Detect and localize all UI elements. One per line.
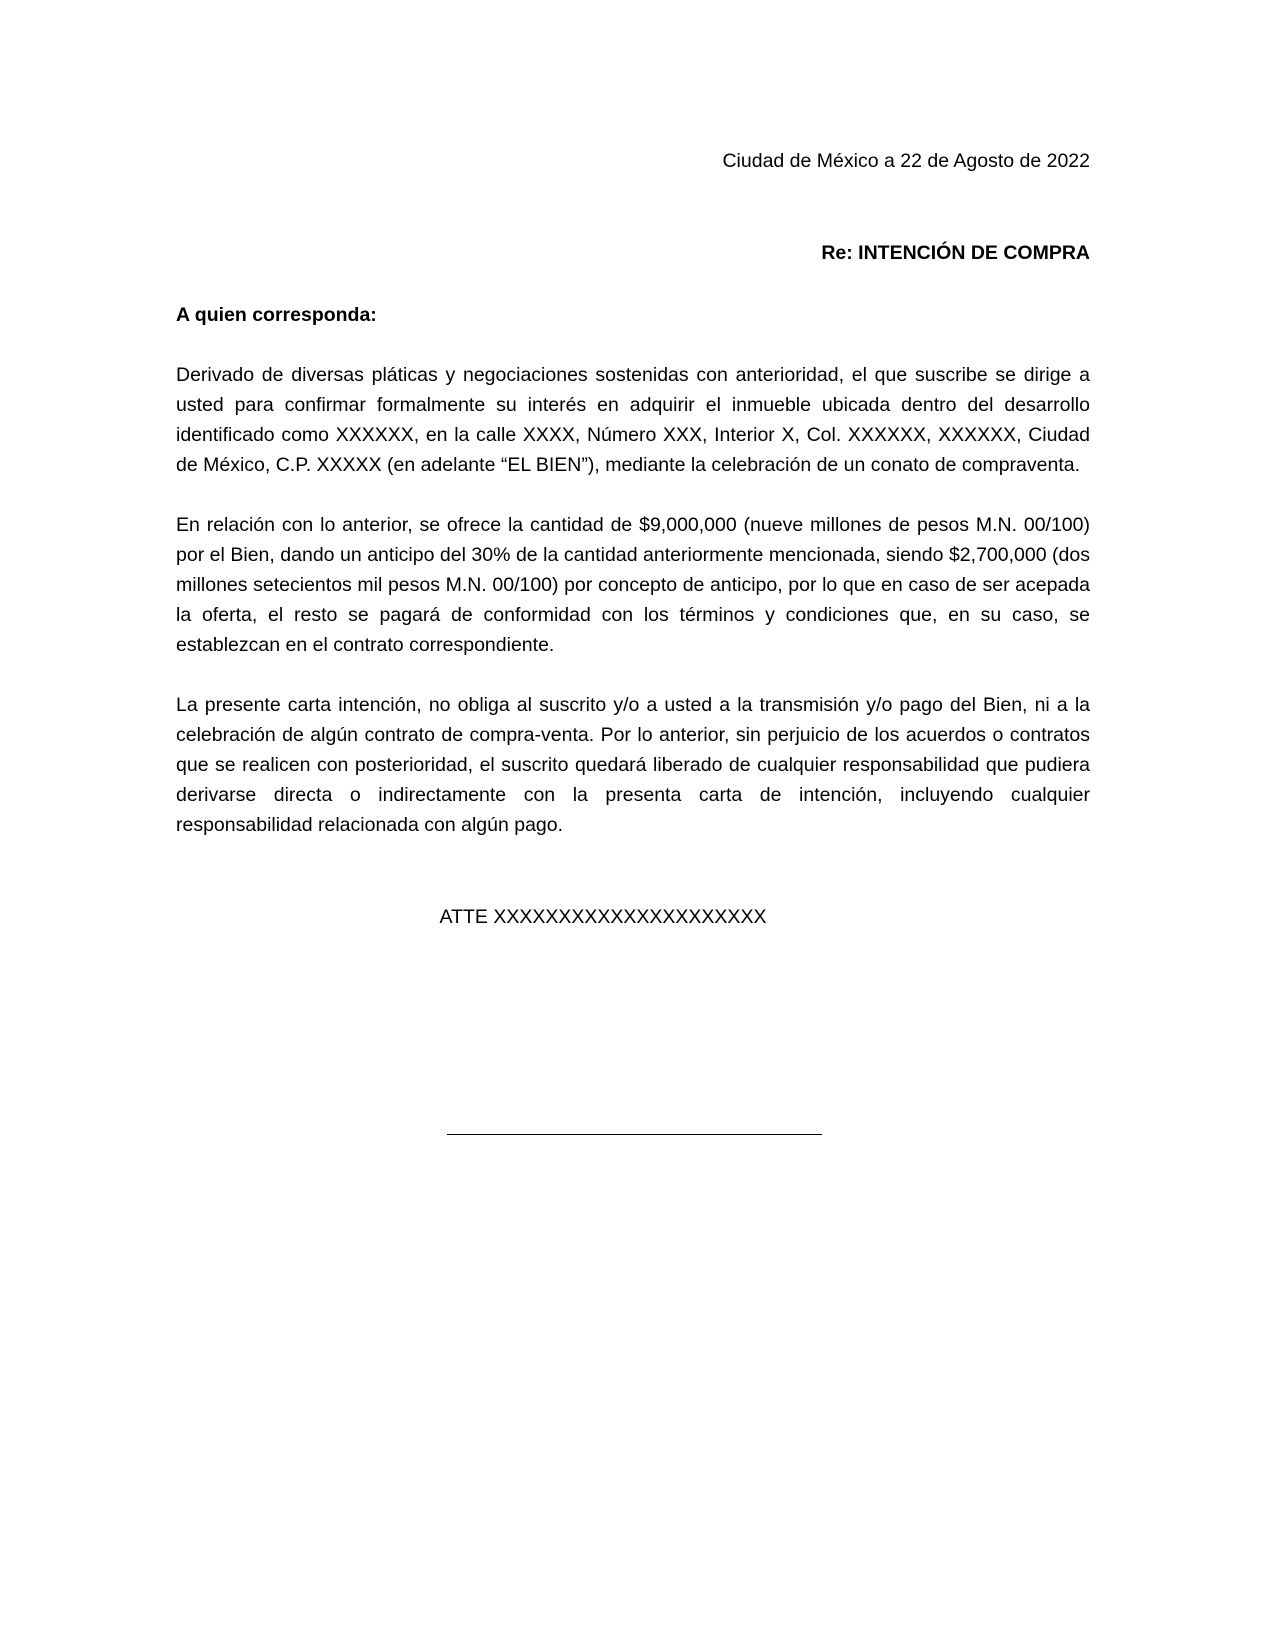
paragraph-intro: Derivado de diversas pláticas y negociaciones sostenidas con anterioridad, el que suscribe se dirige a usted para confirmar formalmente su interés en adquirir el inmueble ubicada dentro del desarrollo identificado como XXXXXX, en la calle XXXX, Número XXX, Interior X, Col. XXXXXX, XXXXXX, Ciudad de México, C.P. XXXXX (en adelante “EL BIEN”), mediante la celebración de un conato de compraventa. [176,364,1090,476]
signature-line [447,1134,822,1135]
letter-date: Ciudad de México a 22 de Agosto de 2022 [722,150,1090,172]
paragraph-disclaimer: La presente carta intención, no obliga al suscrito y/o a usted a la transmisión y/o pago del Bien, ni a la celebración de algún contrato de compra-venta. Por lo anterior, sin perjuicio de los acuerdos o contratos que se realicen con posterioridad, el suscrito quedará liberado de cualquier responsabilidad que pudiera derivarse directa o indirectamente con la presenta carta de intención, incluyendo cualquier responsabilidad relacionada con algún pago. [176,694,1090,836]
letter-subject: Re: INTENCIÓN DE COMPRA [821,242,1090,264]
letter-closing: ATTE XXXXXXXXXXXXXXXXXXXXX [439,906,767,928]
letter-salutation: A quien corresponda: [176,304,377,326]
letter-body [176,146,1090,932]
paragraph-offer: En relación con lo anterior, se ofrece la cantidad de $9,000,000 (nueve millones de pesos M.N. 00/100) por el Bien, dando un anticipo del 30% de la cantidad anteriormente mencionada, siendo $2,700,000 (dos millones setecientos mil pesos M.N. 00/100) por concepto de anticipo, por lo que en caso de ser acepada la oferta, el resto se pagará de conformidad con los términos y condiciones que, en su caso, se establezcan en el contrato correspondiente. [176,514,1090,656]
